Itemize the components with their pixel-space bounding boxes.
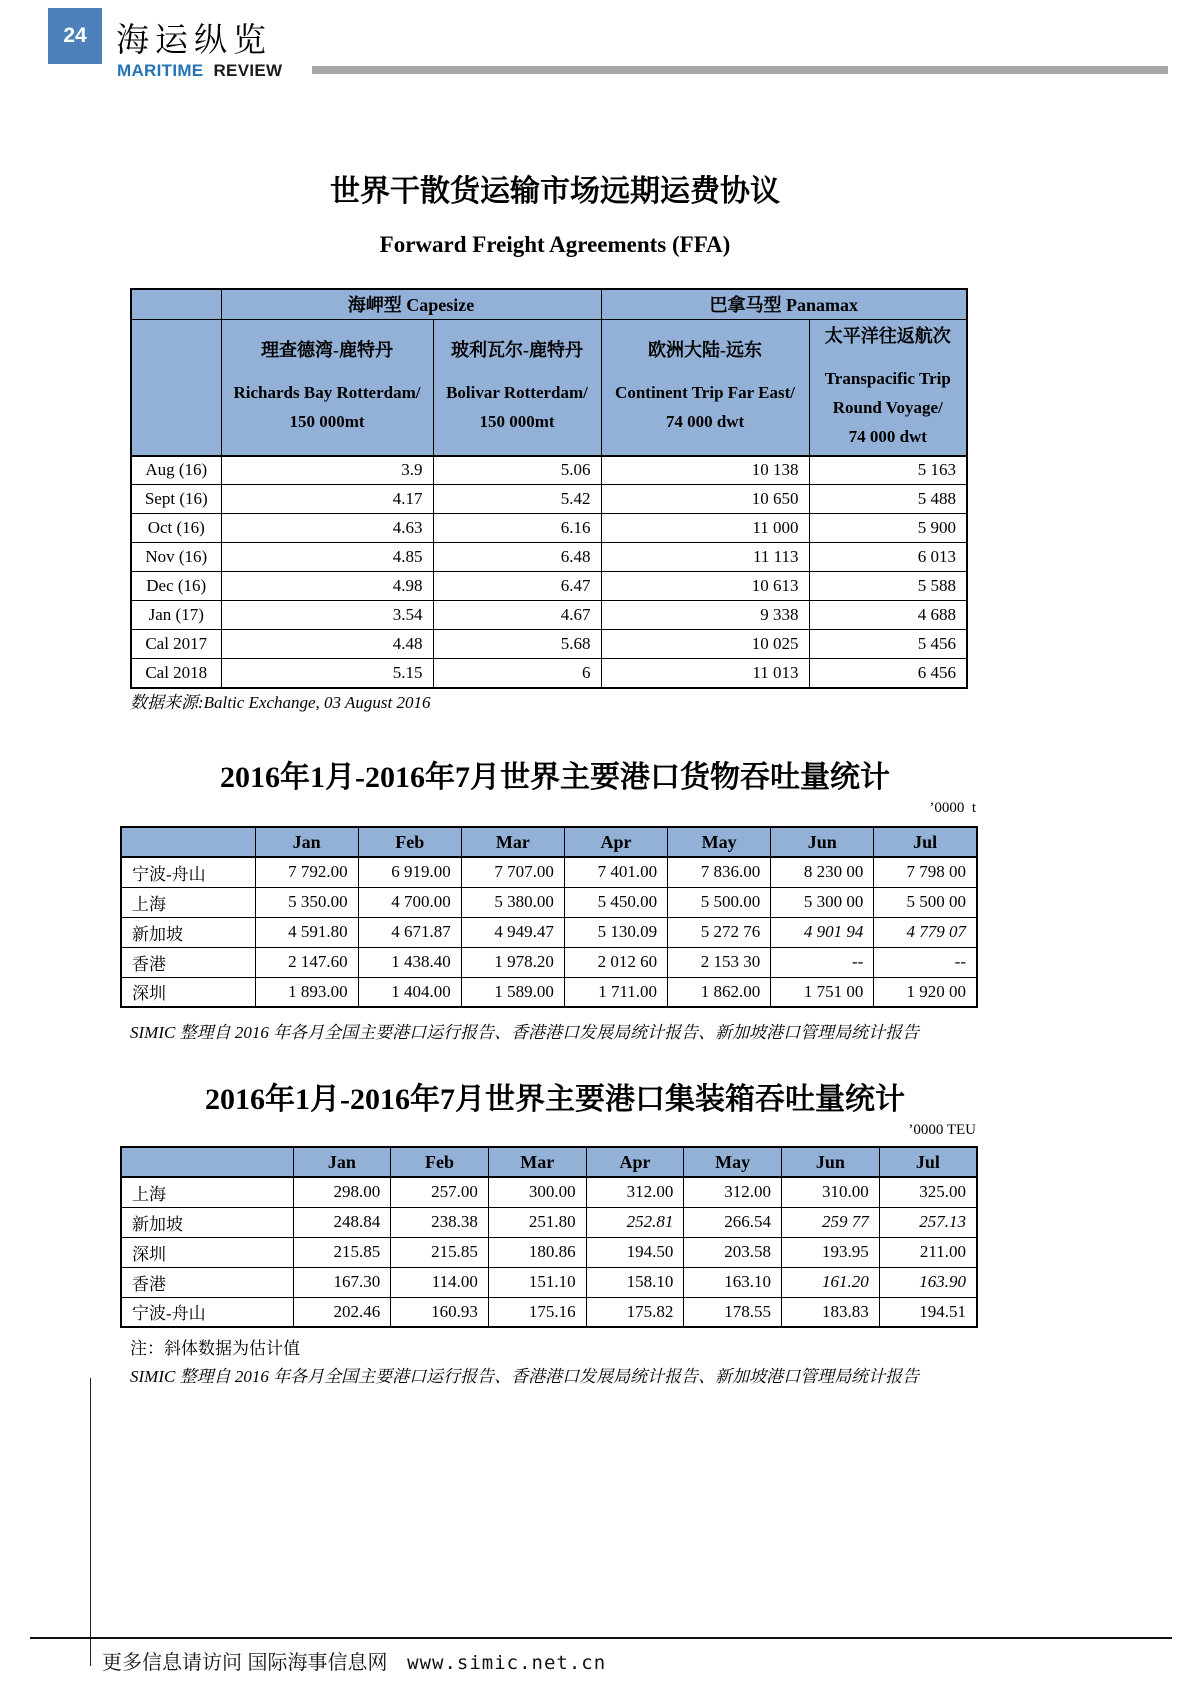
container-months-header-row [121, 1147, 977, 1177]
route-name-en: Continent Trip Far East/ [615, 383, 795, 402]
masthead-title-cn: 海运纵览 [116, 23, 272, 59]
period-label: Sept (16) [131, 485, 221, 514]
ffa-title-en: Forward Freight Agreements (FFA) [379, 232, 731, 257]
throughput-value-cell: 6 919.00 [358, 857, 461, 887]
ffa-table-row [131, 485, 967, 514]
route-name-en: Bolivar Rotterdam/ [446, 383, 588, 402]
port-table-row [121, 1267, 977, 1297]
throughput-value-cell: 298.00 [293, 1177, 391, 1207]
throughput-value-cell: 5 350.00 [255, 887, 358, 917]
ffa-value-cell: 11 113 [601, 543, 809, 572]
container-source-note: SIMIC 整理自 2016 年各月全国主要港口运行报告、香港港口发展局统计报告、新加坡港口管理局统计报告 [130, 1367, 920, 1386]
throughput-value-cell: 194.51 [879, 1297, 977, 1327]
ffa-table [130, 288, 968, 689]
throughput-value-cell: 257.00 [391, 1177, 489, 1207]
port-name: 香港 [121, 1267, 293, 1297]
masthead-en-word-review: REVIEW [213, 61, 283, 80]
route-size: 150 000mt [289, 412, 365, 431]
masthead-rule [312, 66, 1168, 74]
throughput-value-cell: 160.93 [391, 1297, 489, 1327]
route-name-cn: 太平洋往返航次 [824, 325, 951, 346]
throughput-value-cell: 5 300 00 [771, 887, 874, 917]
throughput-value-cell: 194.50 [586, 1237, 684, 1267]
route-name-cn: 理查德湾-鹿特丹 [261, 340, 393, 360]
ffa-value-cell: 5 588 [809, 572, 967, 601]
period-label: Aug (16) [131, 456, 221, 485]
container-table-body [121, 1177, 977, 1327]
port-table-row [121, 1207, 977, 1237]
throughput-value-cell: 4 949.47 [461, 917, 564, 947]
throughput-value-cell: 203.58 [684, 1237, 782, 1267]
port-table-row [121, 947, 977, 977]
ffa-value-cell: 10 138 [601, 456, 809, 485]
port-table-row [121, 917, 977, 947]
throughput-value-cell: 2 147.60 [255, 947, 358, 977]
page-number-box [48, 8, 102, 64]
left-margin-line [90, 1378, 91, 1666]
throughput-value-cell: 114.00 [391, 1267, 489, 1297]
cargo-table-body [121, 857, 977, 1007]
cargo-months-header-row [121, 827, 977, 857]
throughput-value-cell: 202.46 [293, 1297, 391, 1327]
throughput-value-cell: 4 671.87 [358, 917, 461, 947]
cargo-unit-label: ’0000 t [929, 800, 976, 816]
port-name: 上海 [121, 887, 255, 917]
port-table-row [121, 1297, 977, 1327]
footer [102, 1646, 606, 1675]
month-column-header: Jul [879, 1147, 977, 1177]
ffa-value-cell: 10 025 [601, 630, 809, 659]
masthead-title-en [117, 61, 282, 81]
port-table-row [121, 887, 977, 917]
ffa-group-header-row [131, 289, 967, 319]
corner-cell [131, 319, 221, 456]
throughput-value-cell: 175.82 [586, 1297, 684, 1327]
period-label: Cal 2018 [131, 659, 221, 688]
throughput-value-cell: 257.13 [879, 1207, 977, 1237]
throughput-value-cell: 1 751 00 [771, 977, 874, 1007]
throughput-value-cell: 7 792.00 [255, 857, 358, 887]
throughput-value-cell: 163.90 [879, 1267, 977, 1297]
ffa-value-cell: 5 163 [809, 456, 967, 485]
ffa-value-cell: 11 013 [601, 659, 809, 688]
corner-cell [131, 289, 221, 319]
month-column-header: Mar [461, 827, 564, 857]
throughput-value-cell: -- [874, 947, 977, 977]
route-name-cn: 玻利瓦尔-鹿特丹 [451, 340, 583, 360]
period-label: Dec (16) [131, 572, 221, 601]
throughput-value-cell: 5 272 76 [668, 917, 771, 947]
ffa-value-cell: 5.42 [433, 485, 601, 514]
throughput-value-cell: 178.55 [684, 1297, 782, 1327]
throughput-value-cell: 2 012 60 [564, 947, 667, 977]
month-column-header: Jan [293, 1147, 391, 1177]
month-column-header: Feb [358, 827, 461, 857]
cargo-source-note: SIMIC 整理自 2016 年各月全国主要港口运行报告、香港港口发展局统计报告、新加坡港口管理局统计报告 [130, 1023, 920, 1042]
month-column-header: Jun [782, 1147, 880, 1177]
throughput-value-cell: 215.85 [391, 1237, 489, 1267]
throughput-value-cell: 4 591.80 [255, 917, 358, 947]
throughput-value-cell: 167.30 [293, 1267, 391, 1297]
ffa-value-cell: 6.48 [433, 543, 601, 572]
throughput-value-cell: 310.00 [782, 1177, 880, 1207]
throughput-value-cell: 300.00 [488, 1177, 586, 1207]
month-column-header: May [684, 1147, 782, 1177]
ffa-value-cell: 10 650 [601, 485, 809, 514]
port-name: 宁波-舟山 [121, 1297, 293, 1327]
ffa-table-row [131, 659, 967, 688]
route-size: 74 000 dwt [848, 426, 927, 446]
throughput-value-cell: -- [771, 947, 874, 977]
throughput-value-cell: 211.00 [879, 1237, 977, 1267]
throughput-value-cell: 248.84 [293, 1207, 391, 1237]
ffa-value-cell: 10 613 [601, 572, 809, 601]
ffa-value-cell: 3.9 [221, 456, 433, 485]
corner-cell [121, 1147, 293, 1177]
throughput-value-cell: 5 450.00 [564, 887, 667, 917]
throughput-value-cell: 5 130.09 [564, 917, 667, 947]
port-name: 上海 [121, 1177, 293, 1207]
page-number: 24 [63, 24, 87, 47]
route-name-en: Transpacific Trip Round Voyage/ [824, 368, 951, 417]
port-table-row [121, 1177, 977, 1207]
column-header-richards-bay [221, 319, 433, 456]
month-column-header: Jun [771, 827, 874, 857]
throughput-value-cell: 1 438.40 [358, 947, 461, 977]
group-header-panamax: 巴拿马型 Panamax [601, 289, 967, 319]
ffa-value-cell: 4 688 [809, 601, 967, 630]
ffa-table-row [131, 630, 967, 659]
cargo-title: 2016年1月-2016年7月世界主要港口货物吞吐量统计 [220, 761, 890, 794]
ffa-table-row [131, 514, 967, 543]
container-title: 2016年1月-2016年7月世界主要港口集装箱吞吐量统计 [205, 1083, 905, 1116]
cargo-throughput-table [120, 826, 978, 1008]
month-column-header: Apr [564, 827, 667, 857]
throughput-value-cell: 266.54 [684, 1207, 782, 1237]
throughput-value-cell: 215.85 [293, 1237, 391, 1267]
throughput-value-cell: 4 901 94 [771, 917, 874, 947]
footer-rule [30, 1637, 1172, 1639]
group-header-capesize: 海岬型 Capesize [221, 289, 601, 319]
period-label: Nov (16) [131, 543, 221, 572]
masthead-en-word-maritime: MARITIME [117, 61, 204, 80]
throughput-value-cell: 7 798 00 [874, 857, 977, 887]
footer-text-cn: 更多信息请访问 国际海事信息网 [102, 1652, 388, 1674]
route-size: 74 000 dwt [665, 412, 745, 431]
throughput-value-cell: 183.83 [782, 1297, 880, 1327]
throughput-value-cell: 161.20 [782, 1267, 880, 1297]
ffa-value-cell: 5.15 [221, 659, 433, 688]
throughput-value-cell: 312.00 [586, 1177, 684, 1207]
throughput-value-cell: 158.10 [586, 1267, 684, 1297]
ffa-value-cell: 5.68 [433, 630, 601, 659]
ffa-value-cell: 6 [433, 659, 601, 688]
ffa-value-cell: 6.47 [433, 572, 601, 601]
ffa-value-cell: 6 013 [809, 543, 967, 572]
throughput-value-cell: 312.00 [684, 1177, 782, 1207]
throughput-value-cell: 5 500 00 [874, 887, 977, 917]
ffa-value-cell: 4.63 [221, 514, 433, 543]
period-label: Oct (16) [131, 514, 221, 543]
throughput-value-cell: 163.10 [684, 1267, 782, 1297]
throughput-value-cell: 175.16 [488, 1297, 586, 1327]
month-column-header: Jul [874, 827, 977, 857]
ffa-value-cell: 4.48 [221, 630, 433, 659]
period-label: Jan (17) [131, 601, 221, 630]
ffa-value-cell: 9 338 [601, 601, 809, 630]
ffa-value-cell: 5.06 [433, 456, 601, 485]
ffa-value-cell: 4.17 [221, 485, 433, 514]
throughput-value-cell: 1 589.00 [461, 977, 564, 1007]
throughput-value-cell: 252.81 [586, 1207, 684, 1237]
column-header-transpacific [809, 319, 967, 456]
port-name: 新加坡 [121, 917, 255, 947]
throughput-value-cell: 180.86 [488, 1237, 586, 1267]
ffa-value-cell: 11 000 [601, 514, 809, 543]
port-name: 深圳 [121, 1237, 293, 1267]
throughput-value-cell: 4 700.00 [358, 887, 461, 917]
throughput-value-cell: 1 404.00 [358, 977, 461, 1007]
throughput-value-cell: 4 779 07 [874, 917, 977, 947]
column-header-continent [601, 319, 809, 456]
throughput-value-cell: 1 978.20 [461, 947, 564, 977]
throughput-value-cell: 7 836.00 [668, 857, 771, 887]
ffa-table-row [131, 543, 967, 572]
ffa-table-row [131, 572, 967, 601]
ffa-source-note: 数据来源:Baltic Exchange, 03 August 2016 [130, 693, 431, 712]
ffa-value-cell: 4.98 [221, 572, 433, 601]
port-name: 香港 [121, 947, 255, 977]
port-name: 深圳 [121, 977, 255, 1007]
ffa-value-cell: 5 488 [809, 485, 967, 514]
footer-url: www.simic.net.cn [407, 1652, 607, 1674]
throughput-value-cell: 251.80 [488, 1207, 586, 1237]
ffa-title-cn: 世界干散货运输市场远期运费协议 [330, 175, 780, 208]
month-column-header: May [668, 827, 771, 857]
throughput-value-cell: 151.10 [488, 1267, 586, 1297]
column-header-bolivar [433, 319, 601, 456]
ffa-value-cell: 6.16 [433, 514, 601, 543]
throughput-value-cell: 1 920 00 [874, 977, 977, 1007]
container-unit-label: ’0000 TEU [908, 1122, 976, 1138]
ffa-value-cell: 4.67 [433, 601, 601, 630]
throughput-value-cell: 325.00 [879, 1177, 977, 1207]
throughput-value-cell: 8 230 00 [771, 857, 874, 887]
route-name-cn: 欧洲大陆-远东 [648, 340, 763, 360]
ffa-table-body [131, 456, 967, 688]
port-name: 新加坡 [121, 1207, 293, 1237]
ffa-column-header-row [131, 319, 967, 456]
throughput-value-cell: 5 500.00 [668, 887, 771, 917]
throughput-value-cell: 1 893.00 [255, 977, 358, 1007]
month-column-header: Mar [488, 1147, 586, 1177]
italic-estimate-note: 注：斜体数据为估计值 [130, 1339, 300, 1358]
throughput-value-cell: 238.38 [391, 1207, 489, 1237]
period-label: Cal 2017 [131, 630, 221, 659]
throughput-value-cell: 1 711.00 [564, 977, 667, 1007]
throughput-value-cell: 7 707.00 [461, 857, 564, 887]
port-table-row [121, 857, 977, 887]
month-column-header: Jan [255, 827, 358, 857]
ffa-value-cell: 5 456 [809, 630, 967, 659]
throughput-value-cell: 5 380.00 [461, 887, 564, 917]
throughput-value-cell: 1 862.00 [668, 977, 771, 1007]
ffa-value-cell: 6 456 [809, 659, 967, 688]
route-name-en: Richards Bay Rotterdam/ [233, 383, 421, 402]
throughput-value-cell: 7 401.00 [564, 857, 667, 887]
ffa-table-row [131, 456, 967, 485]
throughput-value-cell: 259 77 [782, 1207, 880, 1237]
throughput-value-cell: 2 153 30 [668, 947, 771, 977]
route-size: 150 000mt [479, 412, 555, 431]
month-column-header: Feb [391, 1147, 489, 1177]
corner-cell [121, 827, 255, 857]
port-table-row [121, 1237, 977, 1267]
container-throughput-table [120, 1146, 978, 1328]
ffa-value-cell: 3.54 [221, 601, 433, 630]
ffa-value-cell: 5 900 [809, 514, 967, 543]
ffa-table-row [131, 601, 967, 630]
port-name: 宁波-舟山 [121, 857, 255, 887]
ffa-value-cell: 4.85 [221, 543, 433, 572]
port-table-row [121, 977, 977, 1007]
throughput-value-cell: 193.95 [782, 1237, 880, 1267]
month-column-header: Apr [586, 1147, 684, 1177]
